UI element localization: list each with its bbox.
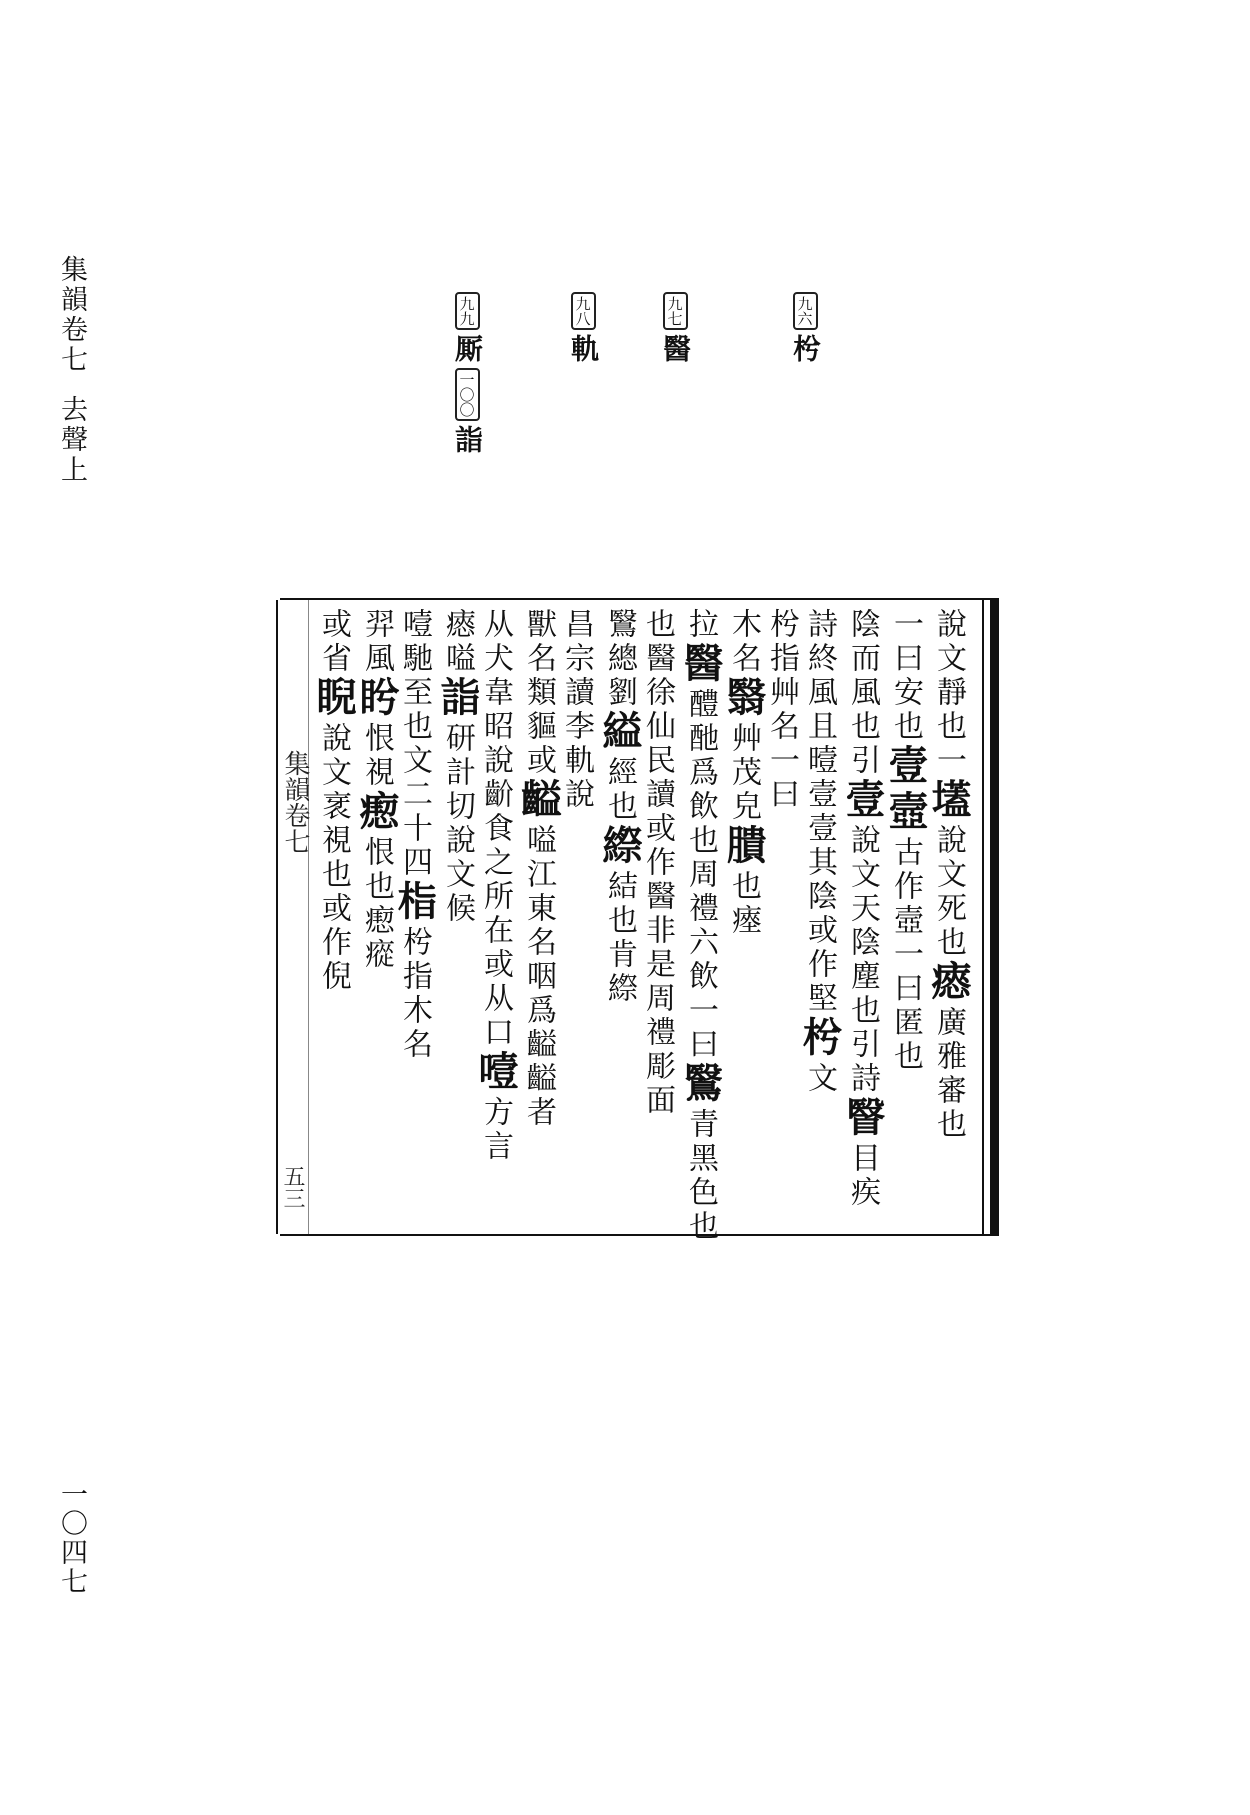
collation-note-2: [655, 292, 695, 362]
collation-note-4: [447, 292, 487, 453]
text-columns: [280, 608, 972, 1244]
text-column: 瘱嗌詣研計切說文候: [434, 608, 481, 926]
book-title: 集韻卷七: [56, 255, 87, 375]
text-column: 也醫徐仙民讀或作醫非是周禮彫面: [640, 608, 675, 1118]
text-column: 木名翳艸茂皃膭也瘞: [720, 608, 767, 938]
section-title: 去聲上: [56, 395, 87, 485]
note-char: 醫: [659, 334, 692, 362]
note-mark: 九七: [663, 292, 688, 330]
margin-title: [52, 255, 91, 485]
text-column: 鷖總劉縊經也縩結也肯縩: [596, 608, 643, 1006]
fold-title: 集韻卷七: [280, 750, 310, 854]
collation-note-1: [785, 292, 825, 362]
text-column: 獸名類貙或齸嗌江東名咽爲齸齸者: [515, 608, 562, 1130]
note-char: 軌: [567, 334, 600, 362]
text-column: 羿風盻恨視瘛恨也瘛瘲: [353, 608, 400, 972]
fold-page-number: 五三: [280, 1165, 305, 1209]
note-mark: 九九: [455, 292, 480, 330]
text-block: [280, 598, 999, 1244]
text-column: 陰而風也引壹說文天陰塵也引詩瞖目疾: [839, 608, 886, 1210]
page-number: 一〇四七: [56, 1480, 87, 1596]
text-column: 昌宗讀李軌說: [559, 608, 594, 812]
text-column: 噎馳至也文二十四栺枍指木名: [391, 608, 438, 1062]
note-mark: 一〇〇: [455, 368, 480, 421]
text-column: 說文靜也一壒說文死也瘱廣雅審也: [925, 608, 972, 1142]
note-mark: 九六: [793, 292, 818, 330]
text-column: 一曰安也壹壼古作壼一曰匿也: [882, 608, 929, 1074]
text-column: 詩終風且曀壹壹其陰或作堅枍文: [796, 608, 843, 1096]
text-column: 拉醫醴酏爲飲也周禮六飲一曰鷖青黑色也: [677, 608, 724, 1244]
text-column: 枍指艸名一曰: [764, 608, 799, 812]
text-column: 或省睨說文衺視也或作倪: [310, 608, 357, 994]
note-char: 枍: [789, 334, 822, 362]
text-column: 从犬韋昭說齘食之所在或从口噎方言: [472, 608, 519, 1164]
note-mark: 九八: [571, 292, 596, 330]
note-char: 詣: [451, 425, 484, 453]
note-char: 厮: [451, 334, 484, 362]
collation-note-3: [563, 292, 603, 362]
